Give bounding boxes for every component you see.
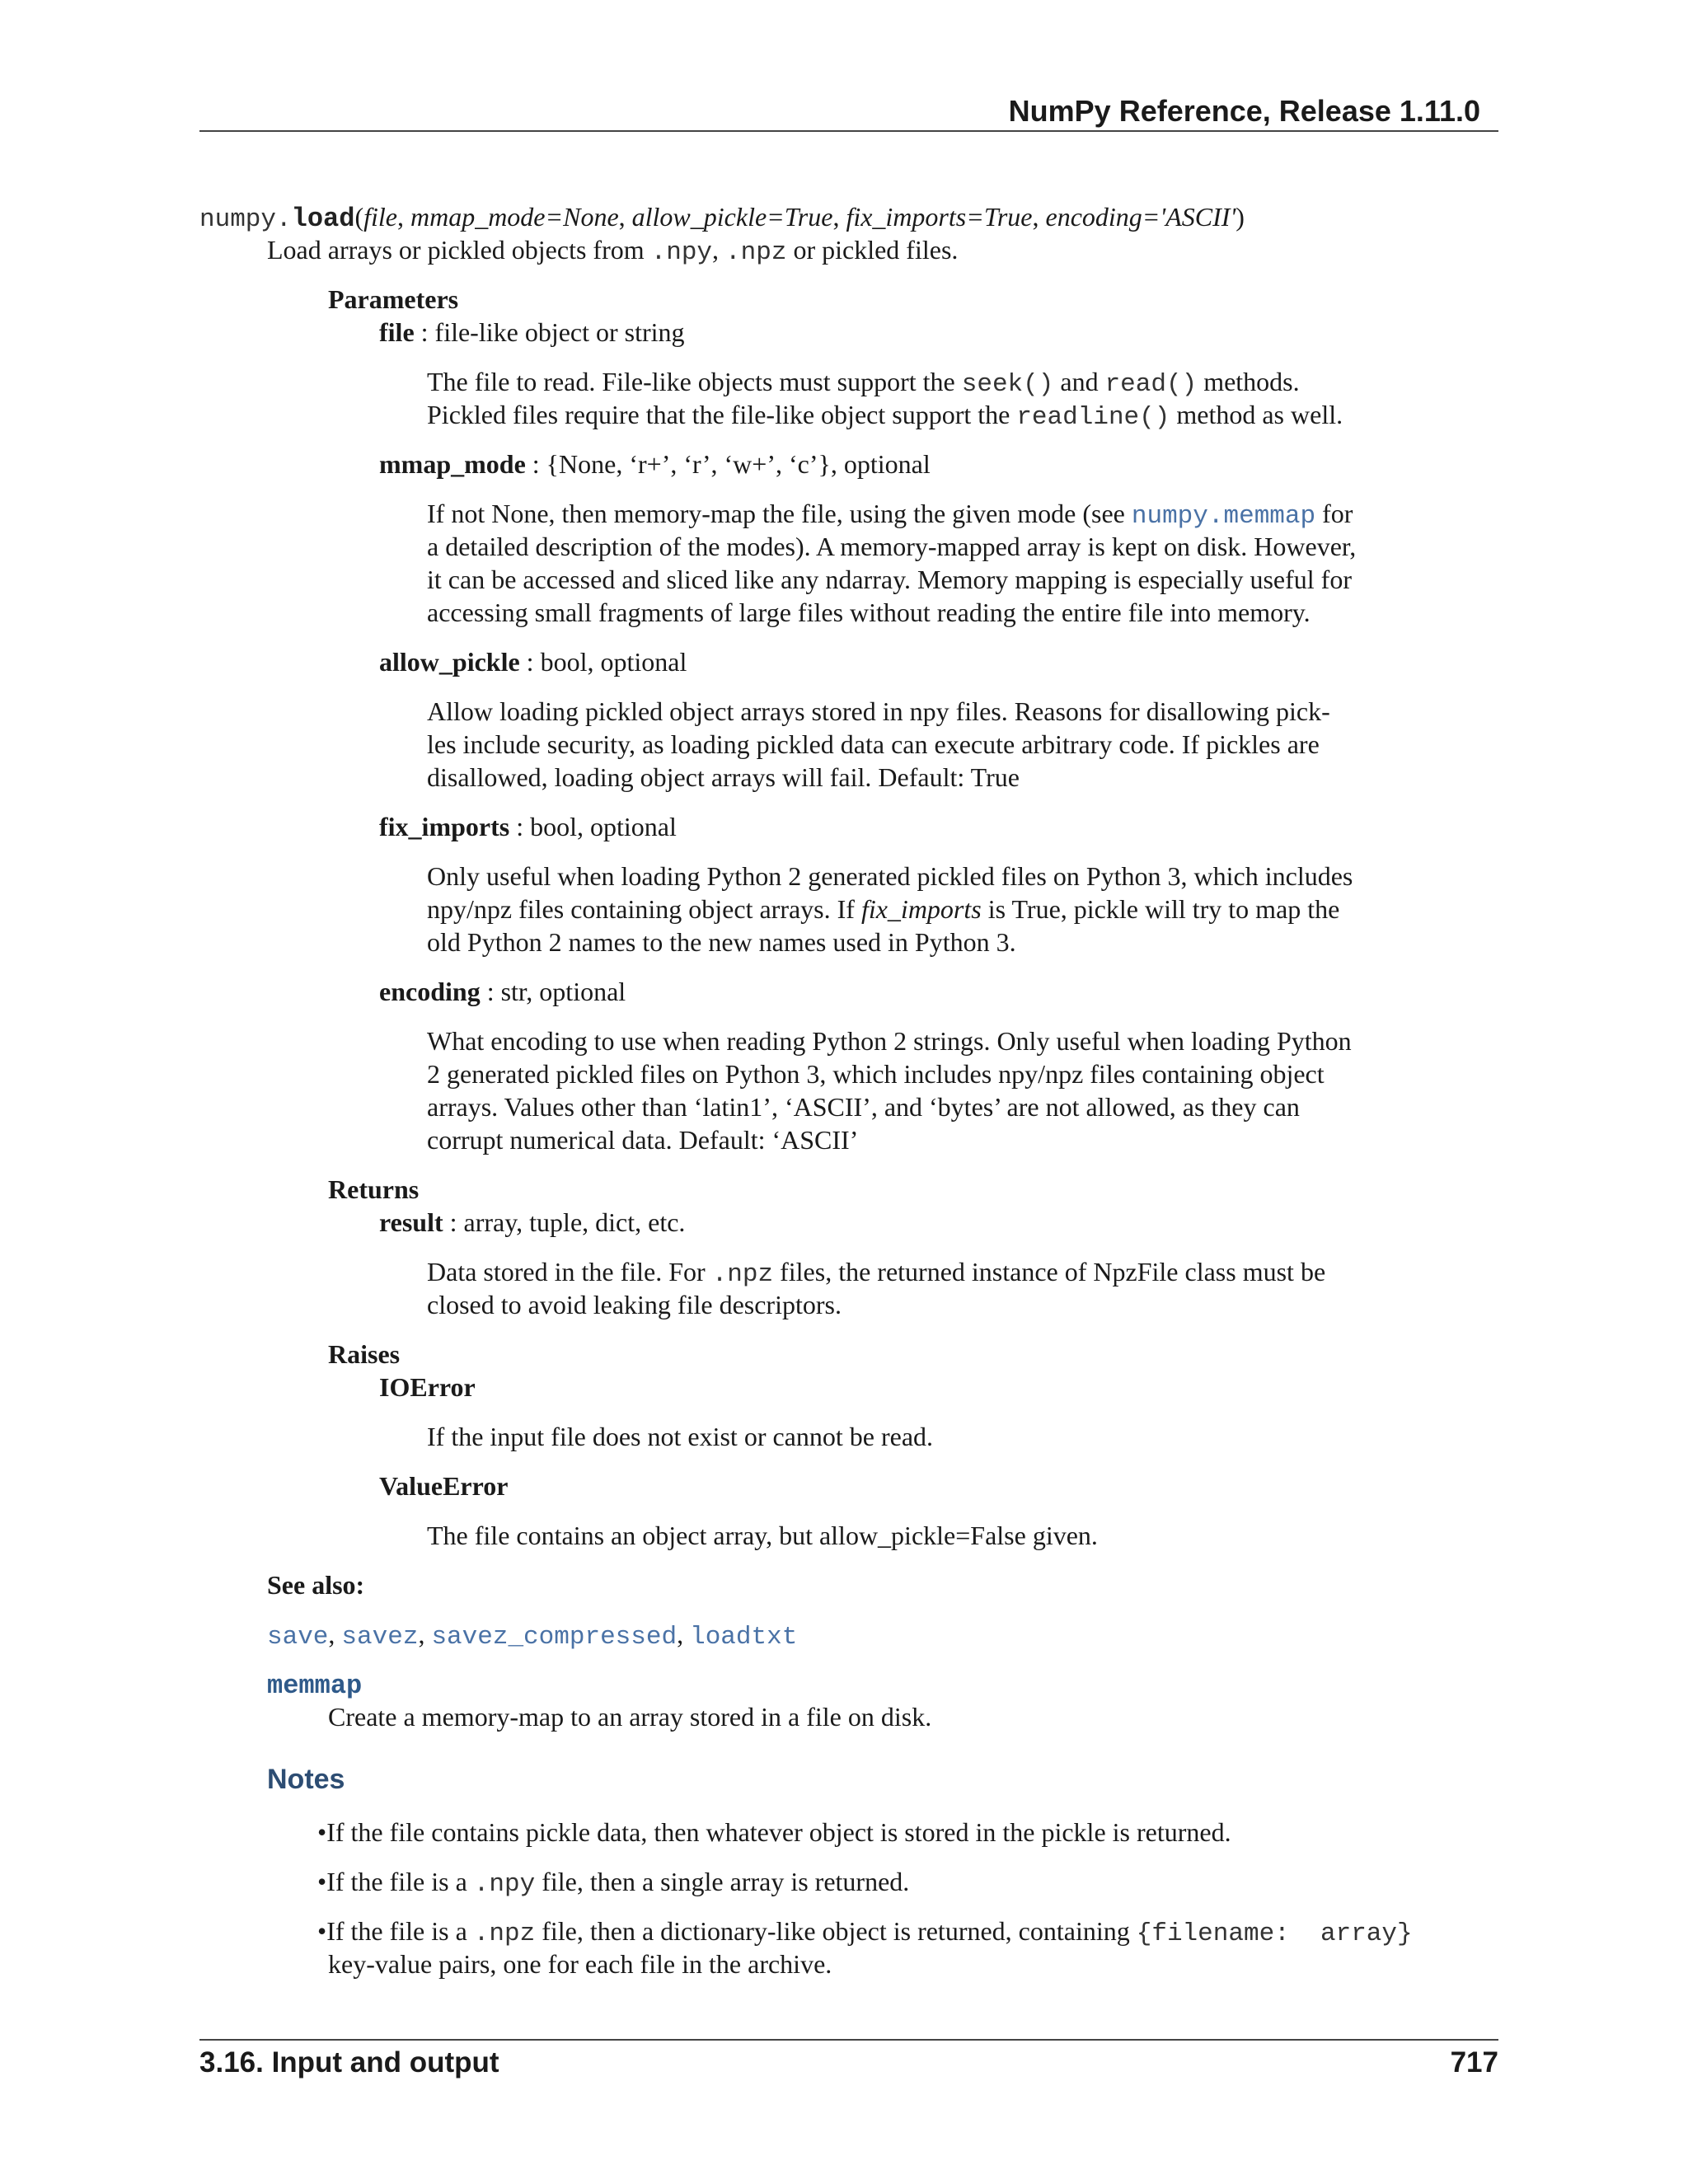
sig-module: numpy.: [199, 205, 292, 234]
link-memmap[interactable]: memmap: [267, 1671, 363, 1701]
note-item: •If the file is a .npz file, then a dictionary-like object is returned, containing {filename: array}: [317, 1916, 1413, 1948]
return-type: array, tuple, dict, etc.: [463, 1207, 686, 1237]
param-mmap-desc-line: accessing small fragments of large files without reading the entire file into memory.: [427, 598, 1311, 627]
see-also-heading: See also:: [267, 1570, 365, 1600]
param-fix-imports: fix_imports : bool, optional: [379, 812, 677, 841]
param-type: bool, optional: [540, 647, 687, 677]
param-fix-imports-desc: old Python 2 names to the new names used in Python 3.: [427, 927, 1016, 957]
param-name: fix_imports: [379, 812, 510, 841]
param-mmap-desc-line: a detailed description of the modes). A memory-mapped array is kept on disk. However,: [427, 532, 1357, 561]
see-also-memmap: [267, 1667, 362, 1703]
param-type: file-like object or string: [434, 317, 685, 347]
raise-valueerror-desc: The file contains an object array, but allow_pickle=False given.: [427, 1521, 1098, 1550]
param-encoding-desc: What encoding to use when reading Python 2 strings. Only useful when loading Python: [427, 1026, 1352, 1056]
note-item-continuation: key-value pairs, one for each file in the archive.: [328, 1949, 832, 1979]
param-allow-pickle-desc: Allow loading pickled object arrays stored in npy files. Reasons for disallowing pick-: [427, 696, 1330, 726]
param-name: encoding: [379, 977, 481, 1006]
sig-param: mmap_mode=None: [410, 202, 619, 232]
param-file-desc-line2: Pickled files require that the file-like object support the readline() method as well.: [427, 400, 1343, 432]
raise-valueerror: ValueError: [379, 1471, 509, 1501]
param-fix-imports-desc: npy/npz files containing object arrays. If fix_imports is True, pickle will try to map the: [427, 894, 1340, 924]
sig-param: allow_pickle=True: [631, 202, 833, 232]
param-allow-pickle: allow_pickle : bool, optional: [379, 647, 687, 677]
return-name: result: [379, 1207, 443, 1237]
sig-open: (: [354, 202, 364, 232]
link-loadtxt[interactable]: loadtxt: [690, 1623, 798, 1652]
param-allow-pickle-desc: disallowed, loading object arrays will fail. Default: True: [427, 762, 1020, 792]
notes-heading: Notes: [267, 1764, 345, 1795]
param-mmap-desc: If not None, then memory-map the file, using the given mode (see numpy.memmap for: [427, 499, 1353, 531]
function-signature: numpy.load(file, mmap_mode=None, allow_pickle=True, fix_imports=True, encoding='ASCII'): [199, 202, 1245, 234]
param-encoding: encoding : str, optional: [379, 977, 626, 1006]
parameters-heading: Parameters: [328, 284, 459, 314]
sig-param: encoding='ASCII': [1045, 202, 1236, 232]
function-summary: Load arrays or pickled objects from .npy, .npz or pickled files.: [267, 235, 959, 267]
raise-ioerror: IOError: [379, 1372, 476, 1402]
raise-ioerror-desc: If the input file does not exist or cannot be read.: [427, 1422, 934, 1451]
running-header: NumPy Reference, Release 1.11.0: [1008, 94, 1480, 128]
param-encoding-desc: arrays. Values other than ‘latin1’, ‘ASCII’, and ‘bytes’ are not allowed, as they can: [427, 1092, 1300, 1122]
link-save[interactable]: save: [267, 1623, 329, 1652]
return-desc: Data stored in the file. For .npz files, the returned instance of NpzFile class must be: [427, 1257, 1326, 1289]
param-type: bool, optional: [530, 812, 677, 841]
sig-param: file: [363, 202, 397, 232]
param-name: allow_pickle: [379, 647, 520, 677]
param-encoding-desc: corrupt numerical data. Default: ‘ASCII’: [427, 1125, 859, 1155]
returns-heading: Returns: [328, 1174, 420, 1204]
sig-name: load: [291, 204, 355, 234]
page-number: 717: [1450, 2046, 1498, 2079]
sig-close: ): [1236, 202, 1245, 232]
link-savez[interactable]: savez: [341, 1623, 419, 1652]
param-file-desc: The file to read. File-like objects must support the seek() and read() methods.: [427, 367, 1300, 399]
return-result: result : array, tuple, dict, etc.: [379, 1207, 686, 1237]
param-type: str, optional: [500, 977, 626, 1006]
param-fix-imports-desc: Only useful when loading Python 2 generated pickled files on Python 3, which includes: [427, 861, 1353, 891]
footer-rule: [199, 2039, 1498, 2041]
return-desc-line2: closed to avoid leaking file descriptors.: [427, 1290, 842, 1319]
param-file: file : file-like object or string: [379, 317, 685, 347]
link-savez-compressed[interactable]: savez_compressed: [431, 1623, 678, 1652]
sig-param: fix_imports=True: [846, 202, 1033, 232]
note-item: •If the file is a .npy file, then a single array is returned.: [317, 1867, 910, 1899]
see-also-links: save, savez, savez_compressed, loadtxt: [267, 1619, 798, 1652]
footer-section: 3.16. Input and output: [199, 2046, 499, 2079]
note-item: •If the file contains pickle data, then whatever object is stored in the pickle is returned.: [317, 1817, 1231, 1847]
memmap-link[interactable]: numpy.memmap: [1131, 502, 1316, 531]
param-type: {None, ‘r+’, ‘r’, ‘w+’, ‘c’}, optional: [546, 449, 931, 479]
param-name: mmap_mode: [379, 449, 526, 479]
param-allow-pickle-desc: les include security, as loading pickled data can execute arbitrary code. If pickles are: [427, 729, 1320, 759]
param-mmap-mode: mmap_mode : {None, ‘r+’, ‘r’, ‘w+’, ‘c’}, optional: [379, 449, 931, 479]
raises-heading: Raises: [328, 1339, 401, 1369]
param-encoding-desc: 2 generated pickled files on Python 3, which includes npy/npz files containing object: [427, 1059, 1325, 1089]
see-also-memmap-desc: Create a memory-map to an array stored in a file on disk.: [328, 1702, 932, 1732]
header-rule: [199, 130, 1498, 132]
param-mmap-desc-line: it can be accessed and sliced like any ndarray. Memory mapping is especially useful for: [427, 565, 1352, 594]
param-name: file: [379, 317, 415, 347]
